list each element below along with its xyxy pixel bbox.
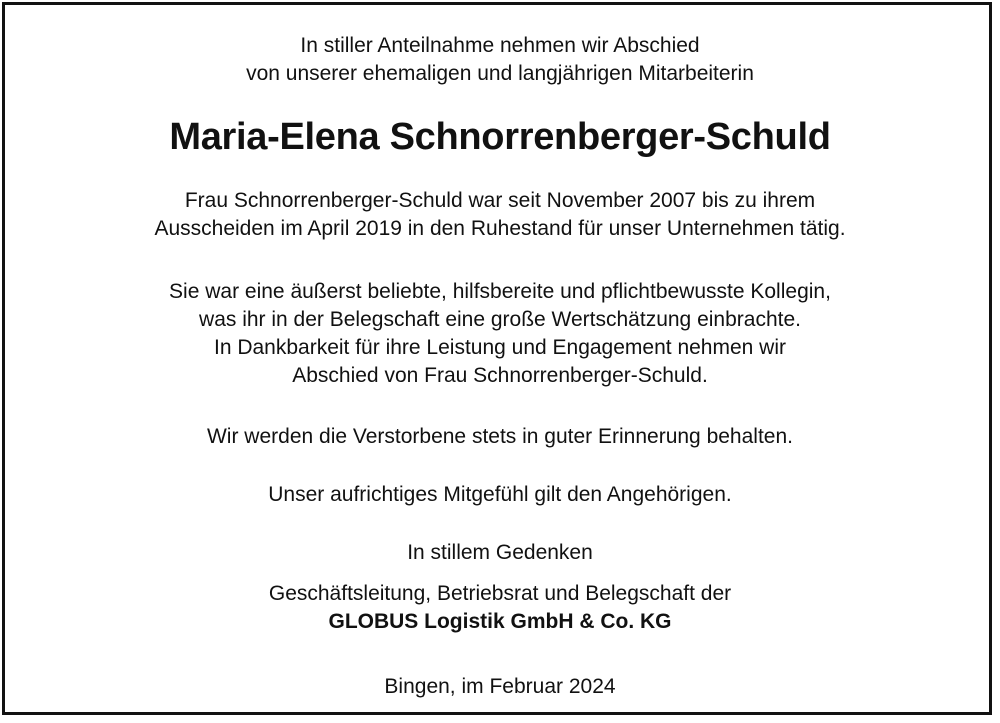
condolence-paragraph xyxy=(0,481,1000,509)
employment-line-1: Frau Schnorrenberger-Schuld war seit November 2007 bis zu ihrem xyxy=(184,189,816,212)
tribute-line-1: Sie war eine äußerst beliebte, hilfsbereite und pflichtbewusste Kollegin, xyxy=(169,280,831,303)
tribute-line-2: was ihr in der Belegschaft eine große Wertschätzung einbrachte. xyxy=(199,308,801,331)
signature-block xyxy=(0,580,1000,636)
place-date xyxy=(0,673,1000,701)
employment-paragraph xyxy=(0,187,1000,243)
deceased-name: Maria-Elena Schnorrenberger-Schuld xyxy=(169,116,831,158)
employment-line-2: Ausscheiden im April 2019 in den Ruhestand für unser Unternehmen tätig. xyxy=(154,217,846,240)
intro-text xyxy=(0,32,1000,88)
tribute-line-4: Abschied von Frau Schnorrenberger-Schuld. xyxy=(292,364,708,387)
remembrance-paragraph xyxy=(0,423,1000,451)
closing-line: In stillem Gedenken xyxy=(407,541,593,564)
place-date-line: Bingen, im Februar 2024 xyxy=(384,675,616,698)
tribute-line-3: In Dankbarkeit für ihre Leistung und Engagement nehmen wir xyxy=(213,336,786,359)
closing-phrase xyxy=(0,539,1000,567)
intro-line-2: von unserer ehemaligen und langjährigen Mitarbeiterin xyxy=(246,62,754,85)
intro-line-1: In stiller Anteilnahme nehmen wir Abschied xyxy=(300,34,700,57)
signature-line: Geschäftsleitung, Betriebsrat und Belegschaft der xyxy=(268,582,732,605)
company-name: GLOBUS Logistik GmbH & Co. KG xyxy=(328,610,672,633)
remembrance-line: Wir werden die Verstorbene stets in guter Erinnerung behalten. xyxy=(206,425,793,448)
condolence-line: Unser aufrichtiges Mitgefühl gilt den Angehörigen. xyxy=(268,483,732,506)
tribute-paragraph xyxy=(0,278,1000,390)
